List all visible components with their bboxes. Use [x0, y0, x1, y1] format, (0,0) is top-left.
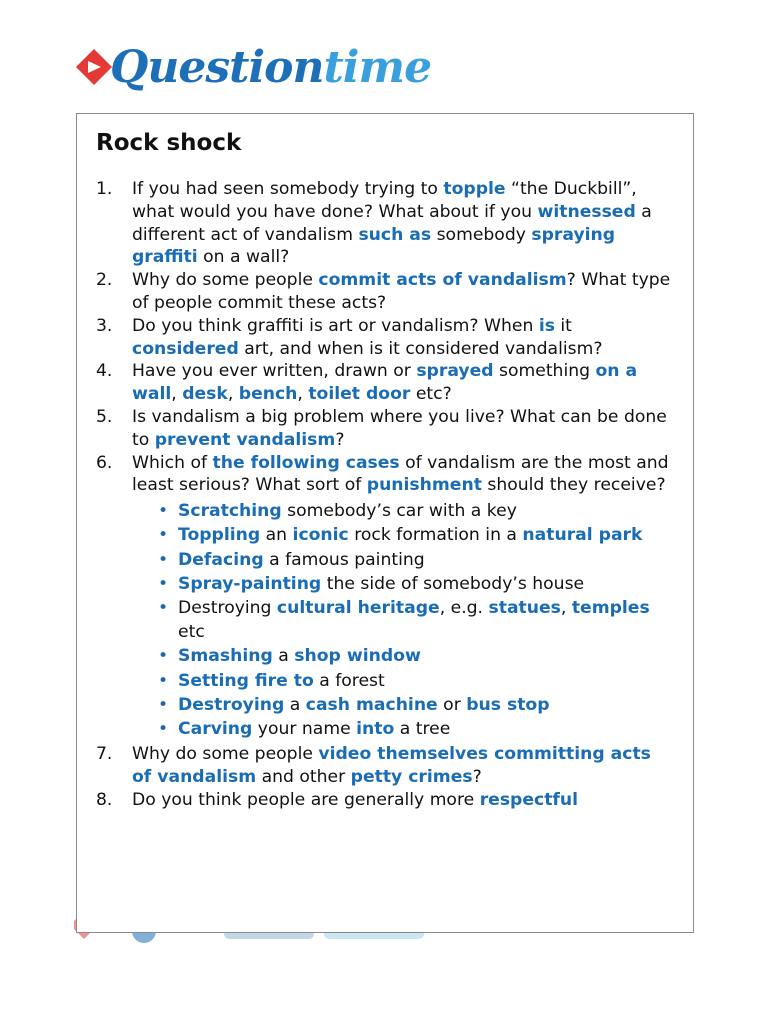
question-text: [132, 744, 651, 787]
keyword: is: [538, 315, 555, 336]
keyword: Setting fire to: [178, 670, 314, 691]
case-item: [132, 596, 676, 644]
keyword: the following cases: [212, 452, 400, 473]
text-run: ,: [297, 384, 309, 405]
keyword: witnessed: [537, 201, 636, 222]
question-item: [96, 269, 676, 315]
text-run: a forest: [313, 670, 385, 691]
keyword: Toppling: [178, 525, 261, 546]
question-text: [132, 453, 669, 496]
case-item: [132, 523, 676, 547]
keyword: statues: [488, 597, 561, 618]
text-run: ?: [335, 429, 345, 450]
text-run: Is vandalism a big problem where you live? What can be done to: [132, 406, 667, 450]
keyword: respectful: [479, 789, 579, 810]
keyword: natural park: [522, 525, 643, 546]
keyword: bus stop: [466, 694, 550, 715]
keyword: shop window: [294, 646, 421, 667]
keyword: cash machine: [305, 694, 438, 715]
text-run: somebody: [431, 224, 532, 245]
text-run: ? What type of people commit these acts?: [132, 270, 671, 313]
text-run: Why do some people: [132, 270, 319, 291]
question-item: [96, 315, 676, 361]
case-item: [132, 572, 676, 596]
text-run: on a wall?: [197, 247, 290, 268]
keyword: commit acts of vandalism: [318, 270, 567, 291]
bullet-icon: •: [158, 549, 169, 570]
question-item: [96, 789, 676, 812]
bullet-icon: •: [158, 694, 169, 715]
text-run: “the Duckbill”, what would you have done? What about if you: [132, 179, 637, 222]
brand-name-part1: Question: [110, 42, 324, 93]
question-item: [96, 406, 676, 452]
question-number: 5.: [96, 406, 113, 427]
text-run: a: [284, 694, 306, 715]
question-number: 7.: [96, 744, 113, 765]
question-item: [96, 452, 676, 742]
question-list: [96, 178, 676, 812]
question-text: [132, 361, 637, 404]
text-run: art, and when is it considered vandalism?: [238, 338, 603, 359]
question-item: [96, 743, 676, 789]
text-run: a different act of vandalism: [132, 201, 652, 245]
question-number: 6.: [96, 452, 113, 473]
text-run: and other: [256, 766, 351, 787]
keyword: prevent vandalism: [154, 429, 336, 450]
text-run: Do you think graffiti is art or vandalism? When: [132, 315, 539, 336]
text-run: should they receive?: [481, 475, 666, 496]
text-run: a: [272, 646, 295, 667]
text-run: ,: [560, 597, 572, 618]
brand-name-part2: time: [323, 42, 432, 93]
text-run: , e.g.: [439, 597, 489, 618]
keyword: punishment: [366, 475, 482, 496]
keyword: cultural heritage: [276, 597, 440, 618]
keyword: Spray-painting: [178, 573, 322, 594]
question-text: [132, 179, 652, 267]
text-run: etc?: [410, 384, 452, 405]
case-item: [132, 717, 676, 741]
text-run: Have you ever written, drawn or: [132, 361, 417, 382]
question-number: 8.: [96, 789, 113, 810]
bullet-icon: •: [158, 501, 169, 522]
text-run: ,: [227, 384, 239, 405]
question-number: 4.: [96, 361, 113, 382]
bullet-icon: •: [158, 646, 169, 667]
text-run: ?: [472, 766, 482, 787]
case-list: [132, 499, 676, 741]
text-run: the side of somebody’s house: [321, 573, 585, 594]
keyword: Carving: [178, 718, 253, 739]
text-run: etc: [178, 622, 205, 643]
question-text: [132, 270, 670, 313]
question-number: 1.: [96, 179, 113, 199]
keyword: into: [356, 718, 395, 739]
text-run: Why do some people: [132, 744, 319, 765]
keyword: petty crimes: [350, 766, 473, 787]
keyword: Smashing: [178, 646, 273, 667]
bullet-icon: •: [158, 597, 169, 618]
text-run: Which of: [132, 452, 213, 473]
keyword: on a wall: [132, 361, 638, 405]
bullet-icon: •: [158, 573, 169, 594]
keyword: desk: [182, 384, 228, 405]
text-run: Do you think people are generally more: [132, 789, 480, 810]
keyword: video themselves committing acts of vandalism: [132, 744, 651, 787]
keyword: sprayed: [416, 361, 494, 382]
keyword: temples: [571, 597, 650, 618]
text-run: a tree: [394, 718, 451, 739]
text-run: a famous painting: [263, 549, 425, 570]
text-run: your name: [252, 718, 357, 739]
question-text: [132, 316, 602, 359]
bullet-icon: •: [158, 525, 169, 546]
question-item: [96, 178, 676, 269]
case-item: [132, 499, 676, 523]
text-run: ,: [171, 384, 183, 405]
keyword: bench: [238, 384, 298, 405]
worksheet-panel: [76, 113, 694, 933]
brand-logo: [72, 40, 442, 100]
text-run: somebody’s car with a key: [281, 501, 517, 522]
keyword: spraying graffiti: [132, 224, 616, 268]
question-number: 2.: [96, 270, 113, 291]
question-text: [132, 407, 667, 450]
text-run: it: [554, 315, 572, 336]
case-item: [132, 548, 676, 572]
keyword: Destroying: [178, 694, 285, 715]
question-number: 3.: [96, 315, 113, 336]
question-item: [96, 360, 676, 406]
case-item: [132, 693, 676, 717]
case-item: [132, 669, 676, 693]
keyword: topple: [443, 179, 506, 199]
case-item: [132, 644, 676, 668]
text-run: of vandalism are the most and least serious? What sort of: [132, 452, 669, 496]
keyword: considered: [132, 338, 239, 359]
text-run: If you had seen somebody trying to: [132, 179, 444, 199]
page-title: Rock shock: [96, 130, 242, 156]
brand-wordmark: [110, 40, 431, 96]
text-run: Destroying: [178, 597, 277, 618]
bullet-icon: •: [158, 670, 169, 691]
text-run: or: [437, 694, 467, 715]
text-run: rock formation in a: [348, 525, 523, 546]
keyword: Scratching: [178, 501, 282, 522]
text-run: an: [260, 525, 293, 546]
bullet-icon: •: [158, 718, 169, 739]
keyword: iconic: [292, 525, 349, 546]
text-run: something: [493, 361, 596, 382]
keyword: such as: [358, 224, 432, 245]
keyword: toilet door: [308, 384, 411, 405]
question-text: [132, 790, 578, 810]
keyword: Defacing: [178, 549, 264, 570]
